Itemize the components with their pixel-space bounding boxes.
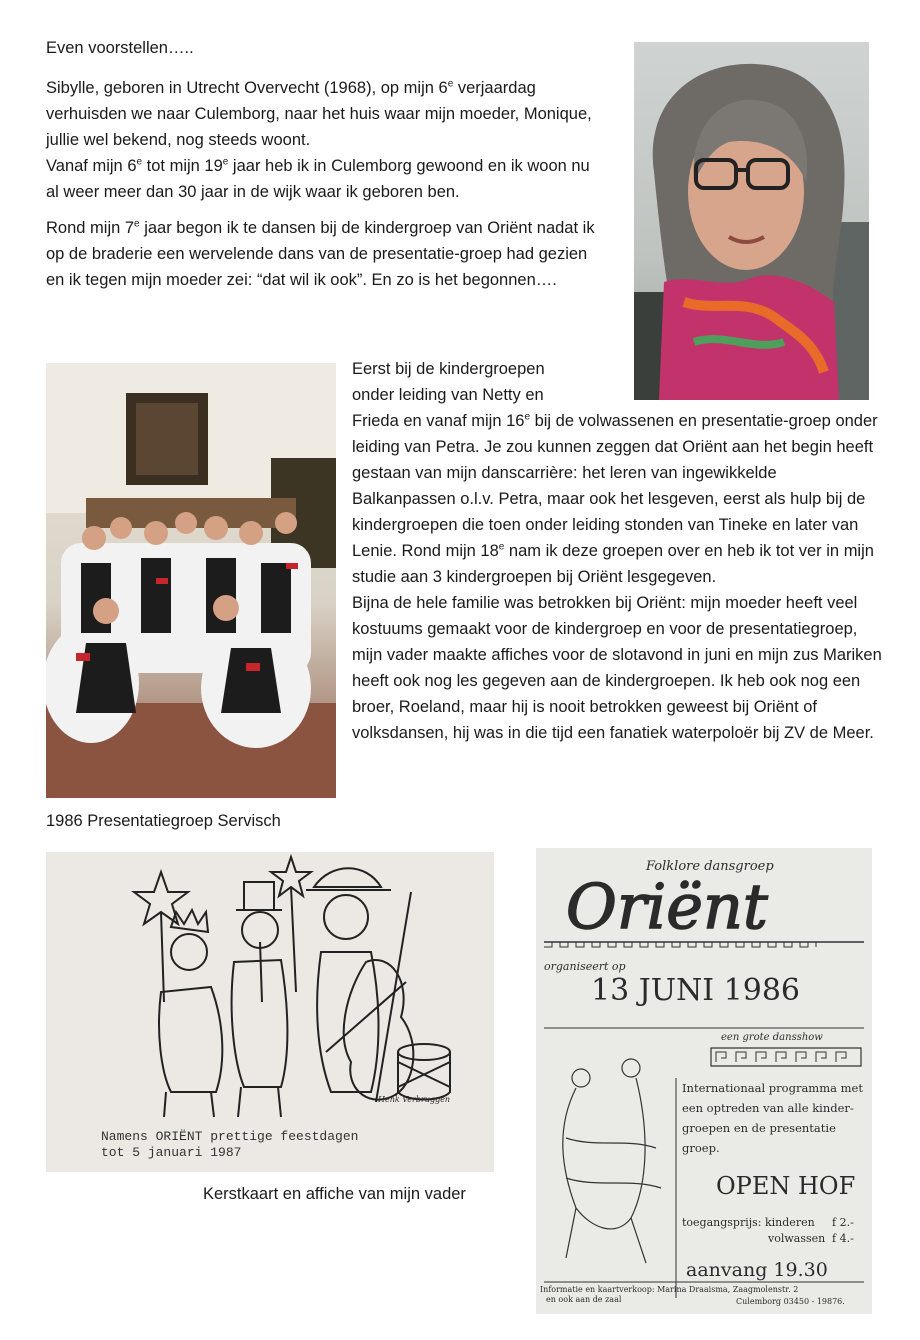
poster-price-adults: f 4.- xyxy=(832,1232,854,1245)
card-greeting-line-2: tot 5 januari 1987 xyxy=(101,1145,242,1160)
group-photo-caption: 1986 Presentatiegroep Servisch xyxy=(46,812,281,830)
intro-text xyxy=(46,75,606,293)
poster-start-time: aanvang 19.30 xyxy=(686,1259,828,1281)
poster-desc-2: een optreden van alle kinder- xyxy=(682,1101,854,1115)
poster-top-text: Folklore dansgroep xyxy=(646,859,774,874)
card-signature: Henk Verbruggen xyxy=(378,1095,451,1104)
poster-info-3: Culemborg 03450 - 19876. xyxy=(736,1297,845,1306)
bottom-caption: Kerstkaart en affiche van mijn vader xyxy=(203,1185,466,1203)
poster-title: Oriënt xyxy=(566,870,768,943)
intro-paragraph-2: Vanaf mijn 6e tot mijn 19e jaar heb ik in Culemborg gewoond en ik woon nu al weer meer dan 30 jaar in de wijk waar ik geboren ben. xyxy=(46,156,590,201)
story-text xyxy=(352,356,882,746)
poster-date: 13 JUNI 1986 xyxy=(591,973,801,1008)
dancers-drawing xyxy=(563,1059,661,1263)
poster-price-label: toegangsprijs: kinderen xyxy=(682,1216,815,1229)
group-photo xyxy=(46,363,336,798)
portrait-photo xyxy=(634,42,869,400)
poster-info-2: en ook aan de zaal xyxy=(546,1295,622,1304)
poster-desc-3: groepen en de presentatie xyxy=(682,1121,836,1135)
poster-show: een grote dansshow xyxy=(721,1032,823,1043)
poster-desc-4: groep. xyxy=(682,1141,720,1155)
story-line-2: onder leiding van Netty en xyxy=(352,386,544,404)
christmas-card xyxy=(46,852,494,1172)
page-heading: Even voorstellen….. xyxy=(46,39,194,57)
card-greeting-line-1: Namens ORIËNT prettige feestdagen xyxy=(101,1129,359,1144)
story-paragraph-2: Bijna de hele familie was betrokken bij Oriënt: mijn moeder heeft veel kostuums gemaakt voor de kindergroep en voor de presentatiegroep, mijn vader maakte affiches voor de slotavond in juni en mijn zus Mariken heeft ook nog les gegeven aan de kindergroepen. Ik heb ook nog een broer, Roeland, maar hij is nooit betrokken geweest bij Oriënt of volksdansen, hij was in die tijd een fanatiek waterpoloër bij ZV de Meer. xyxy=(352,594,882,742)
story-line-1: Eerst bij de kindergroepen xyxy=(352,360,545,378)
intro-paragraph-1: Sibylle, geboren in Utrecht Overvecht (1968), op mijn 6e verjaardag verhuisden we naar Culemborg, naar het huis waar mijn moeder, Monique, jullie wel bekend, nog steeds woont. xyxy=(46,78,592,149)
poster-desc-1: Internationaal programma met xyxy=(682,1081,863,1095)
poster-info-1: Informatie en kaartverkoop: Marina Draaisma, Zaagmolenstr. 2 xyxy=(540,1285,799,1294)
dance-poster xyxy=(536,848,872,1314)
poster-price-kids: f 2.- xyxy=(832,1216,854,1229)
poster-venue: OPEN HOF xyxy=(716,1172,856,1200)
poster-price-adults-label: volwassen xyxy=(768,1232,826,1245)
intro-paragraph-3: Rond mijn 7e jaar begon ik te dansen bij de kindergroep van Oriënt nadat ik op de braderie een wervelende dans van de presentatie-groep had gezien en ik tegen mijn moeder zei: “dat wil ik ook”. En zo is het begonnen…. xyxy=(46,218,595,289)
poster-organiseert: organiseert op xyxy=(544,960,626,973)
story-paragraph-1: Frieda en vanaf mijn 16e bij de volwassenen en presentatie-groep onder leiding van Petra. Je zou kunnen zeggen dat Oriënt aan het begin heeft gestaan van mijn danscarrière: het leren van ingewikkelde Balkanpassen o.l.v. Petra, maar ook het lesgeven, eerst als hulp bij de kindergroepen die toen onder leiding stonden van Tineke en later van Lenie. Rond mijn 18e nam ik deze groepen over en heb ik tot ver in mijn studie aan 3 kindergroepen bij Oriënt lesgegeven. xyxy=(352,411,878,586)
